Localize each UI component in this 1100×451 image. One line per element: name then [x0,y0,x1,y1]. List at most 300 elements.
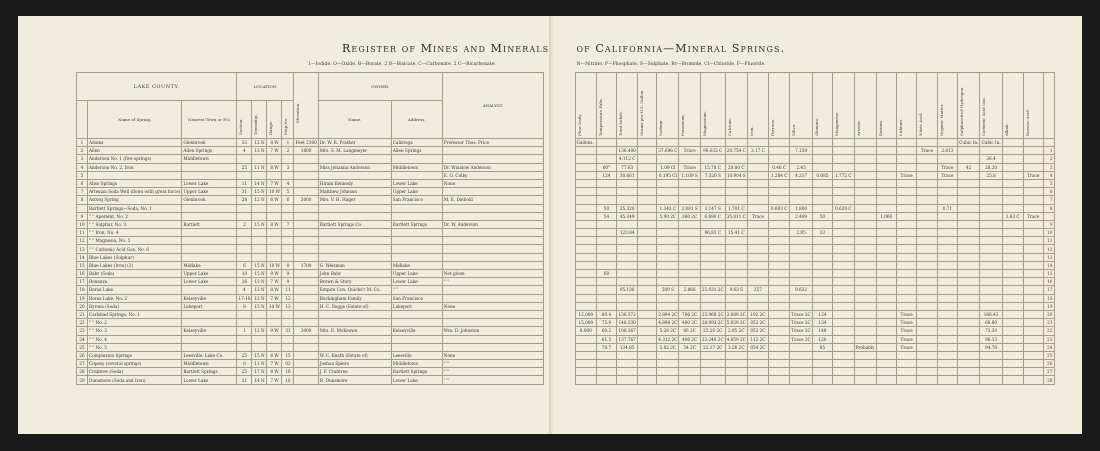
cell-town: Lower Lake [182,179,237,187]
analysis-cell [917,343,937,351]
analysis-cell [679,302,700,310]
analysis-cell: 85 [812,343,832,351]
cell-owner: J. F. Crabtree [318,368,391,376]
cell-spring: Complexion Springs [88,351,182,359]
row-number: 4 [1043,171,1054,179]
cell-map: 1 [282,139,294,147]
cell-town: Lower Lake [182,376,237,384]
analysis-cell [638,229,657,237]
cell-sec [237,319,252,327]
cell-rg: 9 W [267,327,282,335]
cell-owner: Matthew Johnson [318,188,391,196]
cell-tp: 14 N [252,376,267,384]
analysis-cell [1023,253,1043,261]
analysis-cell: 2.894 2C [658,312,678,318]
analysis-cell [768,376,789,384]
cell-elev [294,253,318,261]
analysis-cell [768,253,789,261]
cell-addr: Kelseyville [391,327,442,335]
analysis-cell [833,147,854,155]
cell-addr: Bartlett Springs [391,368,442,376]
table-row [77,179,544,187]
analysis-cell [638,310,657,318]
cell-elev [294,188,318,196]
analysis-cell [876,147,896,155]
col-header: Temperature Fahr. [598,97,604,136]
cell-rg [267,253,282,261]
analysis-cell: Trace [747,212,768,220]
analysis-cell [638,245,657,253]
analysis-cell [597,229,617,237]
table-row [77,253,544,261]
table-row [575,147,1054,155]
cell-n: 8 [77,196,88,204]
analysis-cell [1023,351,1043,359]
analysis-cell: Trace [896,319,916,327]
analysis-cell [679,155,700,163]
cell-rg [267,343,282,351]
units-cell [812,139,832,147]
analysis-cell [1002,310,1023,318]
analysis-cell: 25.031 2C [701,287,724,293]
cell-tp [252,229,267,237]
row-number: 10 [1043,229,1054,237]
analysis-cell [812,188,832,196]
analysis-cell [854,310,876,318]
cell-map [282,310,294,318]
cell-analyst: Professor Thos. Price [442,139,543,147]
analysis-cell: 2.613 [937,147,957,155]
analysis-cell [575,278,597,286]
analysis-cell [1002,245,1023,253]
cell-owner: Mrs. E. McKeown [318,327,391,335]
cell-elev [294,335,318,343]
analysis-cell [790,237,812,245]
analysis-cell [768,278,789,286]
analysis-cell [854,278,876,286]
table-row [575,212,1054,220]
analysis-cell [638,188,657,196]
analysis-cell [917,196,937,204]
table-row [77,310,544,318]
analysis-cell [876,351,896,359]
cell-rg [267,335,282,343]
analysis-cell [616,253,638,261]
analysis-cell [833,237,854,245]
analysis-cell [768,286,789,294]
analysis-cell: 6.690 C [700,212,725,220]
cell-analyst: " " [442,376,543,384]
analysis-cell: Trace [896,310,916,318]
cell-spring: Carlsbad Springs, No. 1 [88,310,182,318]
units-cell [700,139,725,147]
analysis-cell: 37.696 C [658,148,678,154]
analysis-cell [725,220,747,228]
analysis-cell [917,368,937,376]
cell-tp [252,212,267,220]
analysis-cell [747,368,768,376]
row-number: 11 [1043,237,1054,245]
row-number: 2 [1043,155,1054,163]
cell-analyst [442,286,543,294]
cell-rg: 7 W [267,360,282,368]
col-header: Boracic Acid. [1024,108,1030,136]
analysis-cell [616,220,638,228]
analysis-cell [833,376,854,384]
analysis-cell: 1.343 C [657,204,679,212]
analysis-cell: 120 [812,335,832,343]
analysis-cell [876,360,896,368]
cell-town [182,237,237,245]
analysis-cell [812,220,832,228]
analysis-cell [958,310,980,318]
analysis-cell [790,360,812,368]
cell-sec: 28 [237,196,252,204]
table-row [77,147,544,155]
analysis-cell [768,335,789,343]
analysis-cell [876,368,896,376]
analysis-cell [917,155,937,163]
cell-spring: " " No. 2 [88,319,182,327]
analysis-cell: 1.701 C [725,204,747,212]
analysis-cell: 3.009 2C [726,312,746,318]
cell-tp: 13 N [252,286,267,294]
analysis-cell: 406 2C [679,335,700,343]
analysis-cell [747,360,768,368]
analysis-cell [876,278,896,286]
cell-analyst [442,335,543,343]
units-cell [747,139,768,147]
units-cell [1023,139,1043,147]
table-row [575,360,1054,368]
cell-analyst [442,261,543,269]
analysis-cell [1023,368,1043,376]
col-header: Silica. [791,123,797,136]
analysis-cell [854,286,876,294]
analysis-cell: 68.80 [980,319,1002,327]
cell-town [182,286,237,294]
table-row [77,319,544,327]
cell-map: 31 [282,327,294,335]
analysis-cell [937,376,957,384]
cell-town [182,171,237,179]
analysis-cell [1023,278,1043,286]
cell-elev [294,302,318,310]
analysis-cell [747,245,768,253]
analysis-cell [854,294,876,302]
cell-n: 24 [77,335,88,343]
cell-addr [391,319,442,327]
analysis-cell [917,163,937,171]
analysis-cell [854,368,876,376]
unit-a: Cubic In. [959,140,979,146]
analysis-cell [638,204,657,212]
analysis-cell [1002,261,1023,269]
cell-owner: John Bahr [318,270,391,278]
table-row [575,163,1054,171]
analysis-cell [937,278,957,286]
analysis-cell [876,171,896,179]
cell-owner: Buckingham Family [318,294,391,302]
legend-left: 1—Iodide. O—Oxide. B—Borate. 2 B—Bisicate. C—Carbonate. 2 C—Bicarbonate. [308,62,496,67]
analysis-cell [917,327,937,335]
cell-rg [267,212,282,220]
row-number: 5 [1043,179,1054,187]
col-header: Organic Matter. [938,103,944,136]
cell-spring: Copsey (several springs) [88,360,182,368]
analysis-cell [854,163,876,171]
cell-owner [318,343,391,351]
cell-town [182,343,237,351]
analysis-cell [657,360,679,368]
analysis-cell [896,270,916,278]
analysis-cell: 1.109 S [679,171,700,179]
analysis-cell [575,237,597,245]
cell-sec: 25 [237,163,252,171]
analysis-cell: 54 2C [679,343,700,351]
cell-addr: Upper Lake [391,188,442,196]
analysis-cell [747,171,768,179]
cell-tp [252,335,267,343]
analysis-cell [876,204,896,212]
analysis-cell [937,335,957,343]
analysis-cell: 77.63 [616,163,638,171]
cell-map: 02 [282,360,294,368]
analysis-cell: 112 2C [747,335,768,343]
analysis-cell [896,360,916,368]
analysis-cell: 30.661 [616,171,638,179]
analysis-cell [980,302,1002,310]
analysis-cell [638,376,657,384]
table-row [575,220,1054,228]
cell-map: 6 [282,196,294,204]
table-row [77,139,544,147]
analysis-cell [679,368,700,376]
analysis-cell [1023,163,1043,171]
table-row [77,286,544,294]
analysis-cell [876,270,896,278]
analysis-cell [917,229,937,237]
analysis-cell [917,179,937,187]
row-number: 13 [1043,253,1054,261]
cell-analyst: Not given [442,270,543,278]
analysis-cell [768,147,789,155]
cell-elev [294,351,318,359]
analysis-cell [679,351,700,359]
table-row [77,327,544,335]
analysis-cell: 70.7 [597,343,617,351]
cell-tp: 15 N [252,188,267,196]
cell-analyst: M. E. Diebold [442,196,543,204]
row-number: 26 [1043,360,1054,368]
cell-addr: San Francisco [391,294,442,302]
table-row [575,237,1054,245]
analysis-cell [958,147,980,155]
analysis-cell: 66 2C [679,327,700,335]
analysis-cell [1002,302,1023,310]
cell-sec [237,155,252,163]
cell-elev [294,171,318,179]
cell-owner: W. C. Keath (Estate of) [318,351,391,359]
cell-owner: R. Dunsmore [318,376,391,384]
cell-rg [267,171,282,179]
cell-town: Lower Lake [182,278,237,286]
cell-spring: Anderson No. 1 (five springs) [88,155,182,163]
cell-analyst [442,155,543,163]
cell-map: 4 [282,179,294,187]
cell-addr [391,253,442,261]
table-row [575,188,1054,196]
cell-analyst: E. G. Colby [442,171,543,179]
analysis-cell [980,196,1002,204]
analysis-cell [679,229,700,237]
analysis-cell [937,237,957,245]
cell-sec [237,171,252,179]
analysis-cell [854,147,876,155]
analysis-cell [700,360,725,368]
analysis-cell [854,204,876,212]
analysis-cell [917,351,937,359]
analysis-cell: 9.63 S [725,286,747,294]
analysis-cell [679,360,700,368]
table-row [575,302,1054,310]
analysis-cell [937,270,957,278]
analysis-cell [768,237,789,245]
analysis-cell [1002,343,1023,351]
cell-map: 3 [282,163,294,171]
row-number: 20 [1043,310,1054,318]
cell-sec [237,204,252,212]
analysis-cell: 4.217 [790,171,812,179]
analysis-cell [597,237,617,245]
analysis-cell [980,286,1002,294]
table-row [77,163,544,171]
analysis-cell [597,147,617,155]
units-cell [876,139,896,147]
analysis-cell [980,278,1002,286]
analysis-cell: 360 2C [679,212,700,220]
analysis-cell [747,229,768,237]
analysis-cell [917,270,937,278]
cell-spring: " " Iron, No. 4 [88,229,182,237]
analysis-cell [896,179,916,187]
col-header: Nitric Acid. [918,112,924,136]
analysis-cell [790,261,812,269]
analysis-cell [854,171,876,179]
cell-elev [294,155,318,163]
analysis-cell: 053 2C [747,327,768,335]
analysis-cell [790,270,812,278]
analysis-cell [1002,163,1023,171]
analysis-cell [854,196,876,204]
analysis-cell [657,261,679,269]
cell-n: 3 [77,155,88,163]
analysis-cell [854,327,876,335]
analysis-cell [575,171,597,179]
cell-town [182,245,237,253]
cell-rg [267,155,282,163]
cell-map [282,171,294,179]
analysis-cell [747,155,768,163]
analysis-cell [657,368,679,376]
analysis-cell [768,351,789,359]
table-row [575,155,1054,163]
analysis-cell: 23.240 2C [701,336,724,342]
cell-addr: Bartlett Springs [391,220,442,228]
analysis-cell [790,343,812,351]
analysis-cell [638,261,657,269]
analysis-cell [833,253,854,261]
analysis-cell: 90.032 C [700,147,725,155]
col-header: Sodium. [658,118,664,136]
analysis-cell [1002,220,1023,228]
analysis-cell [768,360,789,368]
analysis-cell [657,196,679,204]
cell-addr [391,155,442,163]
analysis-cell [575,163,597,171]
analysis-cell [1002,147,1023,155]
analysis-cell [937,310,957,318]
cell-n: 18 [77,286,88,294]
cell-map: 5 [282,188,294,196]
cell-elev: 1600 [294,147,318,155]
analysis-cell [725,302,747,310]
table-row [77,351,544,359]
cell-tp [252,155,267,163]
analysis-cell [597,286,617,294]
analysis-cell: 95.136 [616,286,638,294]
cell-n: 9 [77,212,88,220]
county-heading: LAKE COUNTY. [77,73,237,101]
cell-sec: 17-18 [238,295,251,301]
cell-elev [294,343,318,351]
analysis-cell: 3.17 C [747,147,768,155]
col-section: Section. [238,118,244,135]
cell-addr [391,245,442,253]
analysis-cell [747,261,768,269]
units-cell [725,139,747,147]
analysis-cell: 134 [812,319,832,327]
analysis-cell [833,245,854,253]
analysis-cell: 9.632 [790,286,812,294]
analysis-cell [768,343,789,351]
analysis-cell [657,188,679,196]
cell-spring: Astorg Spring [88,196,182,204]
analysis-cell [616,278,638,286]
analysis-cell [575,188,597,196]
cell-elev [294,360,318,368]
analysis-cell [896,237,916,245]
analysis-cell [917,188,937,196]
analysis-cell [876,245,896,253]
cell-sec: 4 [237,286,252,294]
analysis-cell [980,229,1002,237]
owner-heading: OWNER. [318,73,442,101]
analysis-cell [876,253,896,261]
analysis-cell [597,196,617,204]
analysis-cell [1023,179,1043,187]
analysis-cell [980,270,1002,278]
cell-tp: 12 N [252,196,267,204]
cell-analyst: " " [442,278,543,286]
analysis-cell [917,220,937,228]
cell-elev [294,278,318,286]
analysis-cell [1002,360,1023,368]
analysis-cell: 706 2C [679,310,700,318]
analysis-cell [937,155,957,163]
cell-map [282,319,294,327]
cell-town [182,229,237,237]
